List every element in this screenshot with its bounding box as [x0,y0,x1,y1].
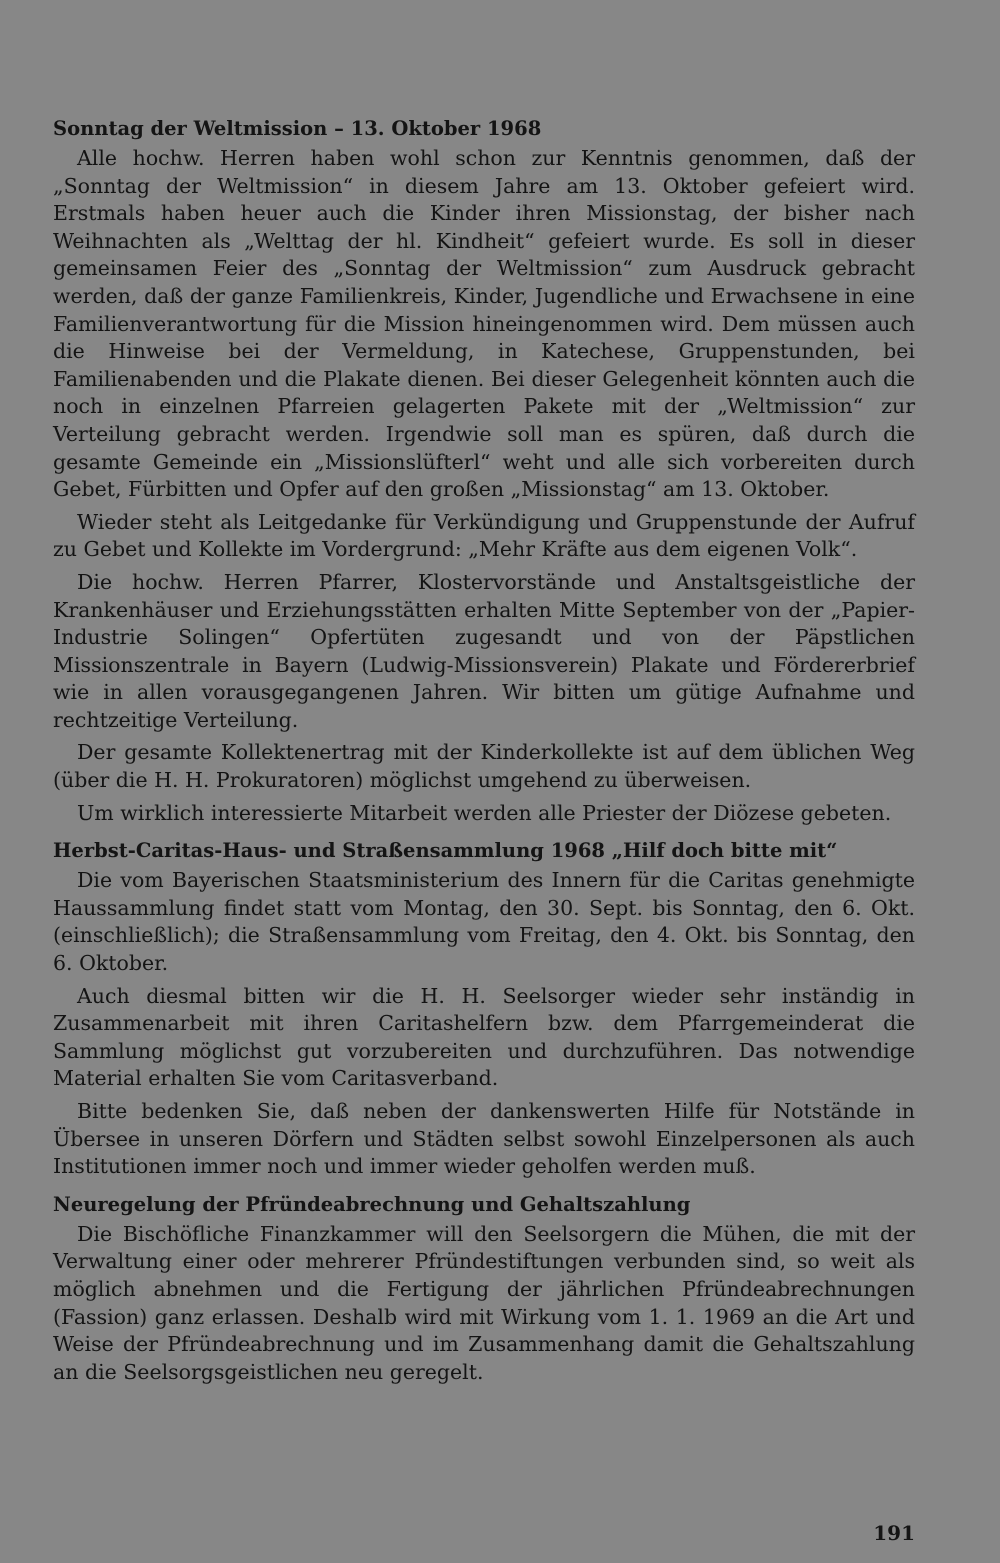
paragraph: Die hochw. Herren Pfarrer, Klostervorstände und Anstaltsgeistliche der Krankenhäuser und Erziehungsstätten erhalten Mitte September von der „Papier-Industrie Solingen“ Opfertüten zugesandt und von der Päpstlichen Missionszentrale in Bayern (Ludwig-Missionsverein) Plakate und Fördererbrief wie in allen vorausgegangenen Jahren. Wir bitten um gütige Aufnahme und rechtzeitige Verteilung. [53,569,915,732]
paragraph: Um wirklich interessierte Mitarbeit werden alle Priester der Diözese gebeten. [77,800,892,825]
paragraph: Alle hochw. Herren haben wohl schon zur Kenntnis genommen, daß der „Sonntag der Weltmission“ in diesem Jahre am 13. Oktober gefeiert wird. Erstmals haben heuer auch die Kinder ihren Missionstag, der bisher nach Weihnachten als „Welttag der hl. Kindheit“ gefeiert wurde. Es soll in dieser gemeinsamen Feier des „Sonntag der Weltmission“ zum Ausdruck gebracht werden, daß der ganze Familienkreis, Kinder, Jugendliche und Erwachsene in eine Familienverantwortung für die Mission hineingenommen wird. Dem müssen auch die Hinweise bei der Vermeldung, in Katechese, Gruppenstunden, bei Familienabenden und die Plakate dienen. Bei dieser Gelegenheit könnten auch die noch in einzelnen Pfarreien gelagerten Pakete mit der „Weltmission“ zur Verteilung gebracht werden. Irgendwie soll man es spüren, daß durch die gesamte Gemeinde ein „Missionslüfterl“ weht und alle sich vorbereiten durch Gebet, Fürbitten und Opfer auf den großen „Missionstag“ am 13. Oktober. [53,146,915,502]
section-weltmission [53,113,915,827]
section-pfruendeabrechnung [53,1189,915,1387]
paragraph: Bitte bedenken Sie, daß neben der dankenswerten Hilfe für Notstände in Übersee in unseren Dörfern und Städten selbst sowohl Einzelpersonen als auch Institutionen immer noch und immer wieder geholfen werden muß. [53,1099,915,1179]
paragraph: Die Bischöfliche Finanzkammer will den Seelsorgern die Mühen, die mit der Verwaltung einer oder mehrerer Pfründestiftungen verbunden sind, so weit als möglich abnehmen und die Fertigung der jährlichen Pfründeabrechnungen (Fassion) ganz erlassen. Deshalb wird mit Wirkung vom 1. 1. 1969 an die Art und Weise der Pfründeabrechnung und im Zusammenhang damit die Gehaltszahlung an die Seelsorgsgeistlichen neu geregelt. [53,1221,915,1384]
paragraph: Der gesamte Kollektenertrag mit der Kinderkollekte ist auf dem üblichen Weg (über die H. H. Prokuratoren) möglichst umgehend zu überweisen. [53,740,915,793]
document-page [53,113,915,1394]
paragraph: Die vom Bayerischen Staatsministerium des Innern für die Caritas genehmigte Haussammlung findet statt vom Montag, den 30. Sept. bis Sonntag, den 6. Okt. (einschließlich); die Straßensammlung vom Freitag, den 4. Okt. bis Sonntag, den 6. Oktober. [53,868,915,976]
section-heading: Neuregelung der Pfründeabrechnung und Gehaltszahlung [53,1192,691,1216]
section-caritas-sammlung [53,835,915,1181]
section-heading: Herbst-Caritas-Haus- und Straßensammlung 1968 „Hilf doch bitte mit“ [53,839,838,863]
paragraph: Wieder steht als Leitgedanke für Verkündigung und Gruppenstunde der Aufruf zu Gebet und Kollekte im Vordergrund: „Mehr Kräfte aus dem eigenen Volk“. [53,509,915,562]
paragraph: Auch diesmal bitten wir die H. H. Seelsorger wieder sehr inständig in Zusammenarbeit mit ihren Caritashelfern bzw. dem Pfarrgemeinderat die Sammlung möglichst gut vorzubereiten und durchzuführen. Das notwendige Material erhalten Sie vom Caritasverband. [53,983,915,1091]
section-heading: Sonntag der Weltmission – 13. Oktober 1968 [53,117,542,140]
page-number: 191 [873,1521,915,1545]
